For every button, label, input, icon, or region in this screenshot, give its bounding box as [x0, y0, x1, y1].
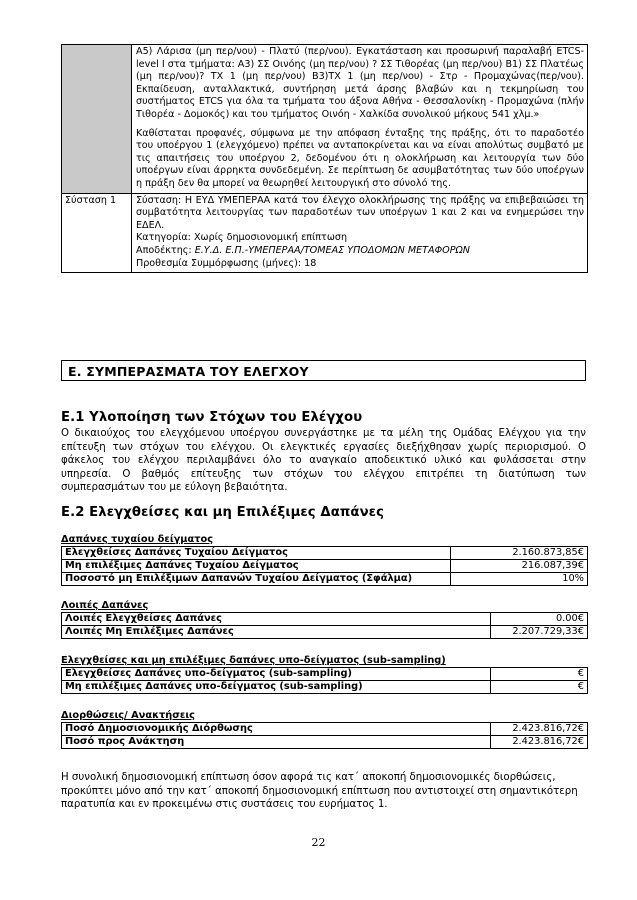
- recommendation-label: Σύσταση 1: [62, 194, 132, 273]
- section-heading: Ε. ΣΥΜΠΕΡΑΣΜΑΤΑ ΤΟΥ ΕΛΕΓΧΟΥ: [61, 360, 586, 381]
- row-value: €: [491, 681, 588, 694]
- finding-paragraph-1: Α5) Λάρισα (μη περ/νου) - Πλατύ (περ/νου). Εγκατάσταση και προσωρινή παραλαβή ETCS-level I στα τμήματα: Α3) ΣΣ Οινόης (μη περ/νου) ? ΣΣ Τιθορέας (μη περ/νου) Β1) ΣΣ Πλατέως (μη περ/νου)? ΤΧ 1 (μη περ/νου) Β3)ΤΧ 1 (μη περ/νου) - Στρ - Προμαχώνας(περ/νου). Εκπαίδευση, ανταλλακτικά, συντήρηση μετά άρσης βλαβών και η τεκμηρίωση του συστήματος ETCS για όλα τα τμήματα του άξονα Αθήνα - Θεσσαλονίκη - Προμαχώνα (πλήν Τιθορέα - Δομοκός) και του τμήματος Οινόη - Χαλκίδα συνολικού μήκους 541 χλμ.»: [136, 46, 584, 120]
- table-row: [62, 547, 588, 560]
- row-value: 2.423.816,72€: [491, 736, 588, 749]
- e1-paragraph: Ο δικαιούχος του ελεγχόμενου υποέργου συνεργάστηκε με τα μέλη της Ομάδας Ελέγχου για την επίτευξη των στόχων του ελέγχου. Οι ελεγκτικές εργασίες διεξήχθησαν χωρίς περιορισμού. Ο φάκελος του ελέγχου περιλαμβάνει όλο το αναγκαίο αποδεικτικό υλικό και φυλάσσεται στην υπηρεσία. Ο βαθμός επίτευξης των στόχων του ελέγχου επιτρέπει τη διατύπωση των συμπερασμάτων του με εύλογη βεβαιότητα.: [61, 428, 586, 493]
- recommendation-text: Σύσταση: Η ΕΥΔ ΥΜΕΠΕΡΑΑ κατά τον έλεγχο ολοκλήρωσης της πράξης να επιβεβαιώσει τη συμβατότητα λειτουργίας των παραδοτέων των υποέργων 1 και 2 και να ενημερώσει την ΕΔΕΛ.: [136, 194, 584, 231]
- e2-heading: Ε.2 Ελεγχθείσες και μη Επιλέξιμες Δαπάνες: [61, 505, 385, 520]
- row-label: Ελεγχθείσες Δαπάνες υπο-δείγματος (sub-sampling): [62, 668, 491, 681]
- row-value: 216.087,39€: [450, 560, 587, 573]
- row-value: 10%: [450, 573, 587, 586]
- finding-body-cell: [132, 45, 587, 193]
- row-label: Μη επιλέξιμες Δαπάνες υπο-δείγματος (sub-sampling): [62, 681, 491, 694]
- row-label: Ποσό προς Ανάκτηση: [62, 736, 491, 749]
- row-value: 0.00€: [491, 613, 588, 626]
- e1-heading: Ε.1 Υλοποίηση των Στόχων του Ελέγχου: [61, 410, 363, 425]
- corrections-table: [61, 722, 588, 749]
- corrections-caption: Διορθώσεις/ Ανακτήσεις: [61, 710, 195, 721]
- table-row: [62, 723, 588, 736]
- table-row: [62, 573, 588, 586]
- finding-paragraph-2: Καθίσταται προφανές, σύμφωνα με την απόφαση ένταξης της πράξης, ότι το παραδοτέο του υποέργου 1 (ελεγχόμενο) πρέπει να ανταποκρίνεται και να είναι απολύτως συμβατό με τις απαιτήσεις του υποέργου 2, δεδομένου ότι η ολοκλήρωση και λειτουργία των δύο υποέργων είναι άρρηκτα συνδεδεμένη. Σε περίπτωση δε ασυμβατότητας των δύο υποέργων η πράξη δεν θα μπορεί να θεωρηθεί λειτουργική στο σύνολό της.: [136, 127, 584, 189]
- recommendation-table: [61, 44, 588, 273]
- recommendation-body-cell: [132, 194, 587, 273]
- row-label: Μη επιλέξιμες Δαπάνες Τυχαίου Δείγματος: [62, 560, 451, 573]
- sample-table: [61, 546, 588, 586]
- recommendation-deadline: Προθεσμία Συμμόρφωσης (μήνες): 18: [136, 257, 317, 269]
- row-label: Ποσοστό μη Επιλέξιμων Δαπανών Τυχαίου Δείγματος (Σφάλμα): [62, 573, 451, 586]
- row-label: Ποσό Δημοσιονομικής Διόρθωσης: [62, 723, 491, 736]
- subsampling-table: [61, 667, 588, 694]
- closing-paragraph: Η συνολική δημοσιονομική επίπτωση όσον αφορά τις κατ΄ αποκοπή δημοσιονομικές διορθώσεις, προκύπτει μόνο από την κατ΄ αποκοπή δημοσιονομική επίπτωση που αντιστοιχεί στη σημαντικότερη παρατυπία και εν προκειμένω στις συστάσεις του ευρήματος 1.: [61, 772, 578, 810]
- row-value: 2.160.873,85€: [450, 547, 587, 560]
- row-value: 2.423.816,72€: [491, 723, 588, 736]
- recipient-prefix: Αποδέκτης:: [136, 244, 195, 256]
- recommendation-row: [61, 194, 588, 274]
- subsampling-caption: Ελεγχθείσες και μη επιλέξιμες δαπάνες υπο-δείγματος (sub-sampling): [61, 655, 446, 666]
- recipient-value: Ε.Υ.Δ. Ε.Π.-ΥΜΕΠΕΡΑΑ/ΤΟΜΕΑΣ ΥΠΟΔΟΜΩΝ ΜΕΤΑΦΟΡΩΝ: [194, 244, 470, 256]
- recommendation-category: Κατηγορία: Χωρίς δημοσιονομική επίπτωση: [136, 232, 348, 244]
- row-value: 2.207.729,33€: [491, 626, 588, 639]
- row-label: Λοιπές Ελεγχθείσες Δαπάνες: [62, 613, 491, 626]
- finding-row: [61, 44, 588, 194]
- table-row: [62, 613, 588, 626]
- table-row: [62, 560, 588, 573]
- table-row: [62, 681, 588, 694]
- row-label: Λοιπές Μη Επιλέξιμες Δαπάνες: [62, 626, 491, 639]
- row-label: Ελεγχθείσες Δαπάνες Τυχαίου Δείγματος: [62, 547, 451, 560]
- recommendation-recipient: [136, 245, 584, 258]
- table-row: [62, 626, 588, 639]
- row-value: €: [491, 668, 588, 681]
- other-caption: Λοιπές Δαπάνες: [61, 600, 149, 611]
- table-row: [62, 668, 588, 681]
- page-number: 22: [311, 836, 326, 849]
- finding-label-cell: [62, 45, 132, 193]
- other-table: [61, 612, 588, 639]
- sample-caption: Δαπάνες τυχαίου δείγματος: [61, 534, 214, 545]
- table-row: [62, 736, 588, 749]
